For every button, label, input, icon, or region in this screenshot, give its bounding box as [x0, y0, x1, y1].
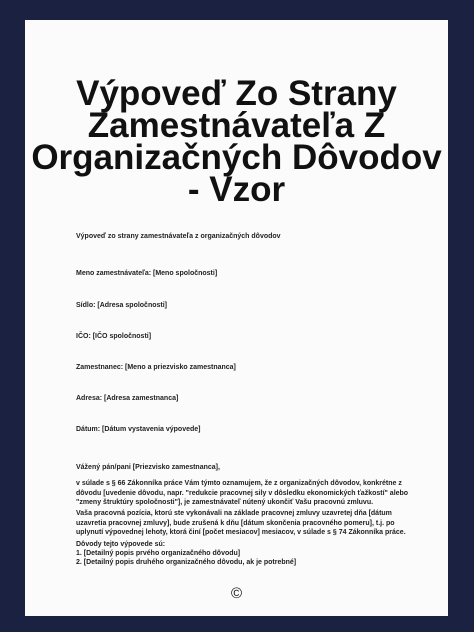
- employee-address-field: Adresa: [Adresa zamestnanca]: [76, 395, 179, 402]
- salutation: Vážený pán/pani [Priezvisko zamestnanca],: [76, 464, 220, 471]
- document-title: Výpoveď Zo Strany Zamestnávateľa Z Organizačných Dôvodov - Vzor: [31, 74, 442, 209]
- company-id-field: IČO: [IČO spoločnosti]: [76, 333, 152, 340]
- reason-item-2: 2. [Detailný popis druhého organizačného dôvodu, ak je potrebné]: [76, 559, 297, 566]
- reasons-heading: Dôvody tejto výpovede sú:: [76, 541, 166, 548]
- company-address-field: Sídlo: [Adresa spoločnosti]: [76, 302, 168, 309]
- employee-field: Zamestnanec: [Meno a priezvisko zamestnanca]: [76, 364, 236, 371]
- reason-item-1: 1. [Detailný popis prvého organizačného dôvodu]: [76, 550, 241, 557]
- employer-name-field: Meno zamestnávateľa: [Meno spoločnosti]: [76, 270, 218, 277]
- paragraph-position: Vaša pracovná pozícia, ktorú ste vykonávali na základe pracovnej zmluvy uzavretej dňa [dátum uzavretia pracovnej zmluvy], bude zrušená k dňu [dátum skončenia pracovného pomeru], t.j. po uplynutí výpovednej lehoty, ktorá činí [počet mesiacov] mesiacov, v súlade s § 74 Zákonníka práce.: [76, 510, 406, 536]
- copyright-icon: ©: [230, 585, 243, 602]
- paragraph-notice: v súlade s § 66 Zákonníka práce Vám týmto oznamujem, že z organizačných dôvodov, konkrétne z dôvodu [uvedenie dôvodu, napr. "redukcie pracovnej sily v dôsledku ekonomických ťažkostí" alebo "zmeny štruktúry spoločnosti"], je zamestnávateľ nútený ukončiť Vašu pracovnú zmluvu.: [76, 480, 409, 506]
- document-page: [25, 20, 448, 616]
- date-field: Dátum: [Dátum vystavenia výpovede]: [76, 426, 201, 433]
- document-subtitle: Výpoveď zo strany zamestnávateľa z organizačných dôvodov: [76, 233, 281, 240]
